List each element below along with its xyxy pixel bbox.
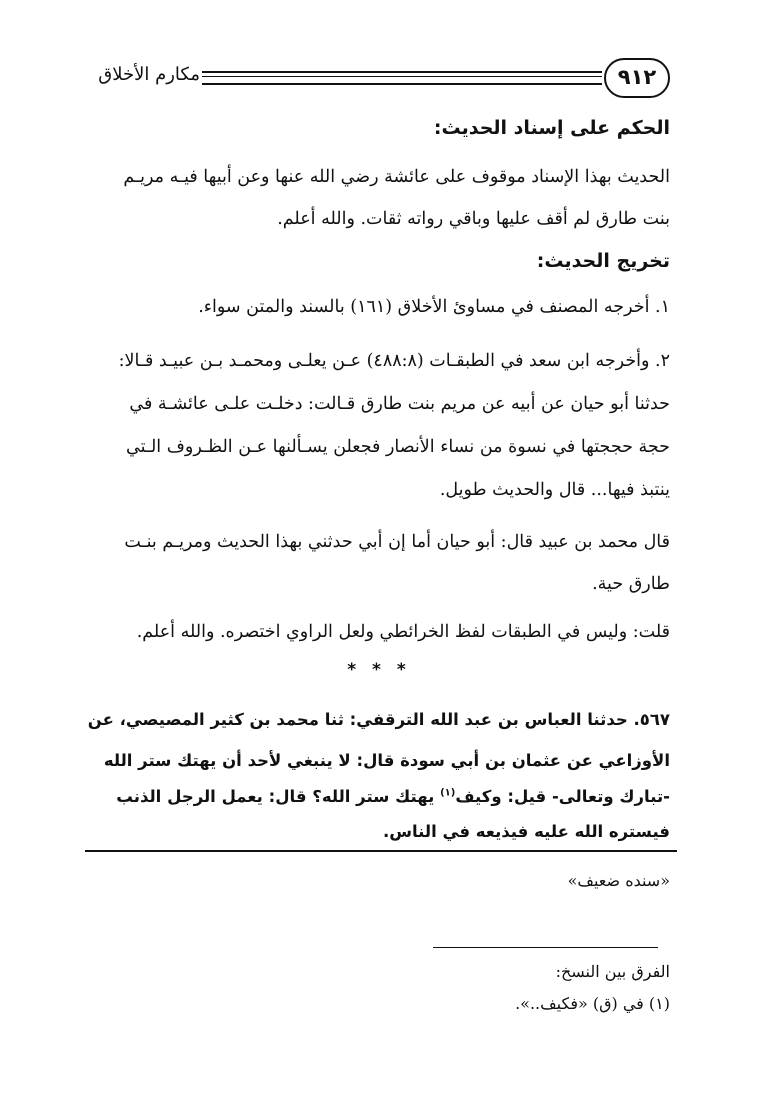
takhrij-item-1: ١. أخرجه المصنف في مساوئ الأخلاق (١٦١) بالسند والمتن سواء. [198,297,670,317]
qala-line: طارق حية. [592,574,670,594]
page-number: ٩١٢ [604,58,670,98]
takhrij-item-2-line: حجة حججتها في نسوة من نساء الأنصار فجعلن يسـألنها عـن الظـروف الـتي [125,437,670,457]
hukm-line: الحديث بهذا الإسناد موقوف على عائشة رضي الله عنها وعن أبيها فيـه مريـم [123,167,670,187]
section-separator: * * * [347,660,411,680]
hukm-line: بنت طارق لم أقف عليها وباقي رواته ثقات. والله أعلم. [277,209,670,229]
hadith-line: الأوزاعي عن عثمان بن أبي سودة قال: لا ينبغي لأحد أن يهتك ستر الله [103,751,670,770]
footnote-heading: الفرق بين النسخ: [555,962,670,981]
qala-line: قال محمد بن عبيد قال: أبو حيان أما إن أبي حدثني بهذا الحديث ومريـم بنـت [124,532,670,552]
qultu-line: قلت: وليس في الطبقات لفظ الخرائطي ولعل الراوي اختصره. والله أعلم. [136,622,670,642]
hadith-line [116,787,670,806]
takhrij-item-2-line: ينتبذ فيها... قال والحديث طويل. [439,480,670,500]
takhrij-item-2-line: حدثنا أبو حيان عن أبيه عن مريم بنت طارق قـالت: دخلـت علـى عائشـة في [129,394,670,414]
takhrij-heading: تخريج الحديث: [536,250,670,272]
hadith-divider [85,850,677,852]
hadith-grade: «سنده ضعيف» [567,871,670,890]
hadith-line-part: -تبارك وتعالى- قيل: وكيف [455,787,670,806]
page-header [82,58,672,102]
hadith-line: فيستره الله عليه فيذيعه في الناس. [382,822,670,841]
takhrij-item-2-line: ٢. وأخرجه ابن سعد في الطبقـات (٤٨٨:٨) عـن يعلـى ومحمـد بـن عبيـد قـالا: [118,351,670,371]
header-rule [202,71,602,85]
footnote-marker[interactable]: (١) [440,787,456,799]
running-title: مكارم الأخلاق [98,64,200,85]
hukm-heading: الحكم على إسناد الحديث: [433,117,670,139]
hadith-line-part: يهتك ستر الله؟ قال: يعمل الرجل الذنب [116,787,435,806]
footnote-1: (١) في (ق) «فكيف..». [515,994,670,1013]
footnote-divider [433,947,658,948]
hadith-line: ٥٦٧. حدثنا العباس بن عبد الله الترقفي: ثنا محمد بن كثير المصيصي، عن [87,710,670,729]
